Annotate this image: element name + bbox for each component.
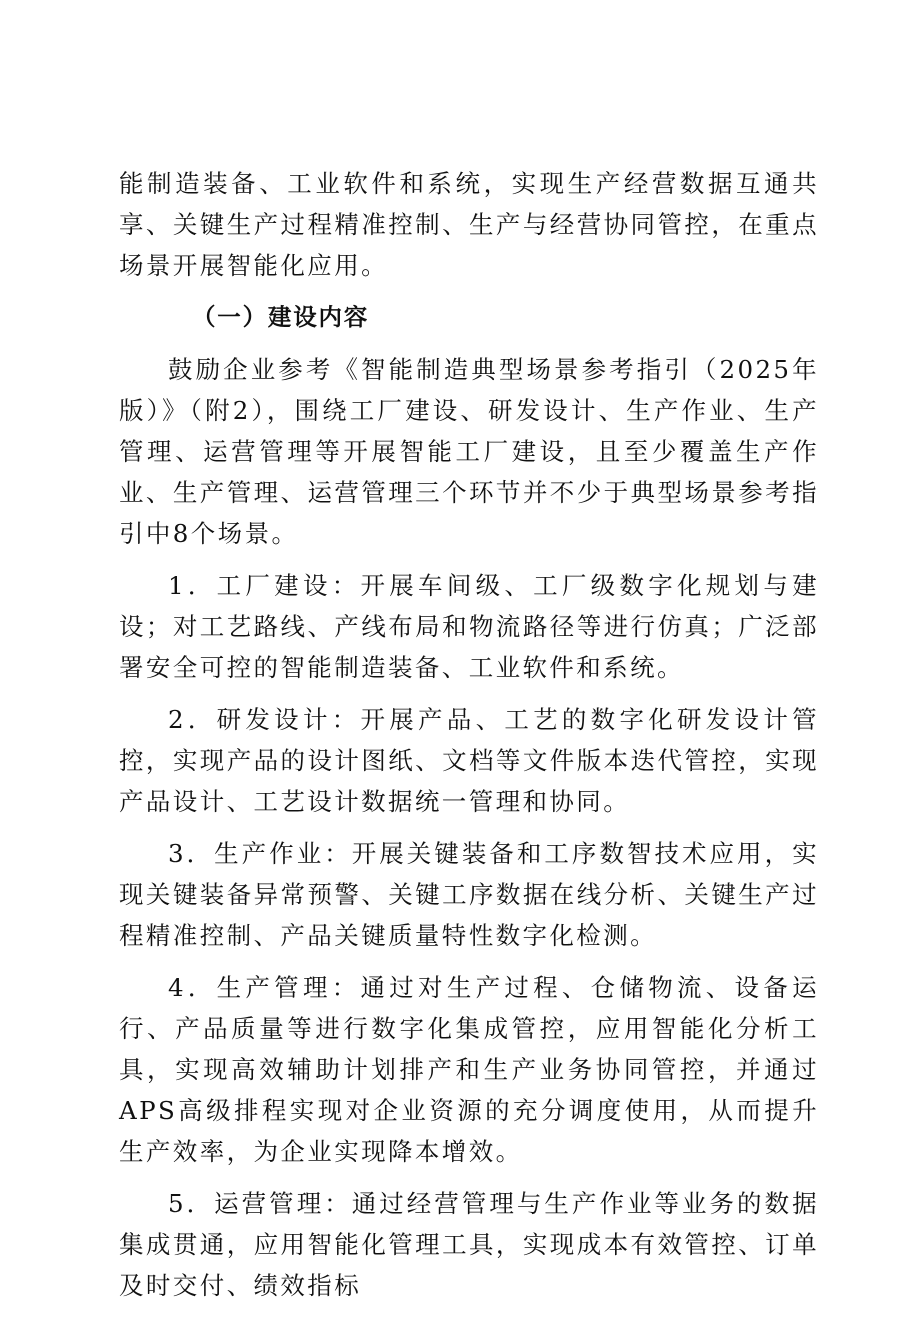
section-heading: （一）建设内容: [192, 303, 370, 331]
paragraph-production-management: 4．生产管理：通过对生产过程、仓储物流、设备运行、产品质量等进行数字化集成管控，应用智能化分析工具，实现高效辅助计划排产和生产业务协同管控，并通过APS高级排程实现对企业资源的充分调度使用，从而提升生产效率，为企业实现降本增效。: [119, 973, 819, 1166]
paragraph-intro: 鼓励企业参考《智能制造典型场景参考指引（2025年版）》（附2），围绕工厂建设、研发设计、生产作业、生产管理、运营管理等开展智能工厂建设，且至少覆盖生产作业、生产管理、运营管理三个环节并不少于典型场景参考指引中8个场景。: [119, 355, 819, 548]
paragraph-factory-construction: 1．工厂建设：开展车间级、工厂级数字化规划与建设；对工艺路线、产线布局和物流路径等进行仿真；广泛部署安全可控的智能制造装备、工业软件和系统。: [119, 571, 819, 682]
paragraph-rd-design: 2．研发设计：开展产品、工艺的数字化研发设计管控，实现产品的设计图纸、文档等文件版本迭代管控，实现产品设计、工艺设计数据统一管理和协同。: [119, 705, 819, 816]
paragraph-operation-management: 5．运营管理：通过经营管理与生产作业等业务的数据集成贯通，应用智能化管理工具，实现成本有效管控、订单及时交付、绩效指标: [119, 1189, 819, 1300]
paragraph-continuation: 能制造装备、工业软件和系统，实现生产经营数据互通共享、关键生产过程精准控制、生产与经营协同管控，在重点场景开展智能化应用。: [119, 169, 819, 280]
document-body: [119, 163, 819, 1317]
paragraph-production-operation: 3．生产作业：开展关键装备和工序数智技术应用，实现关键装备异常预警、关键工序数据在线分析、关键生产过程精准控制、产品关键质量特性数字化检测。: [119, 839, 819, 950]
